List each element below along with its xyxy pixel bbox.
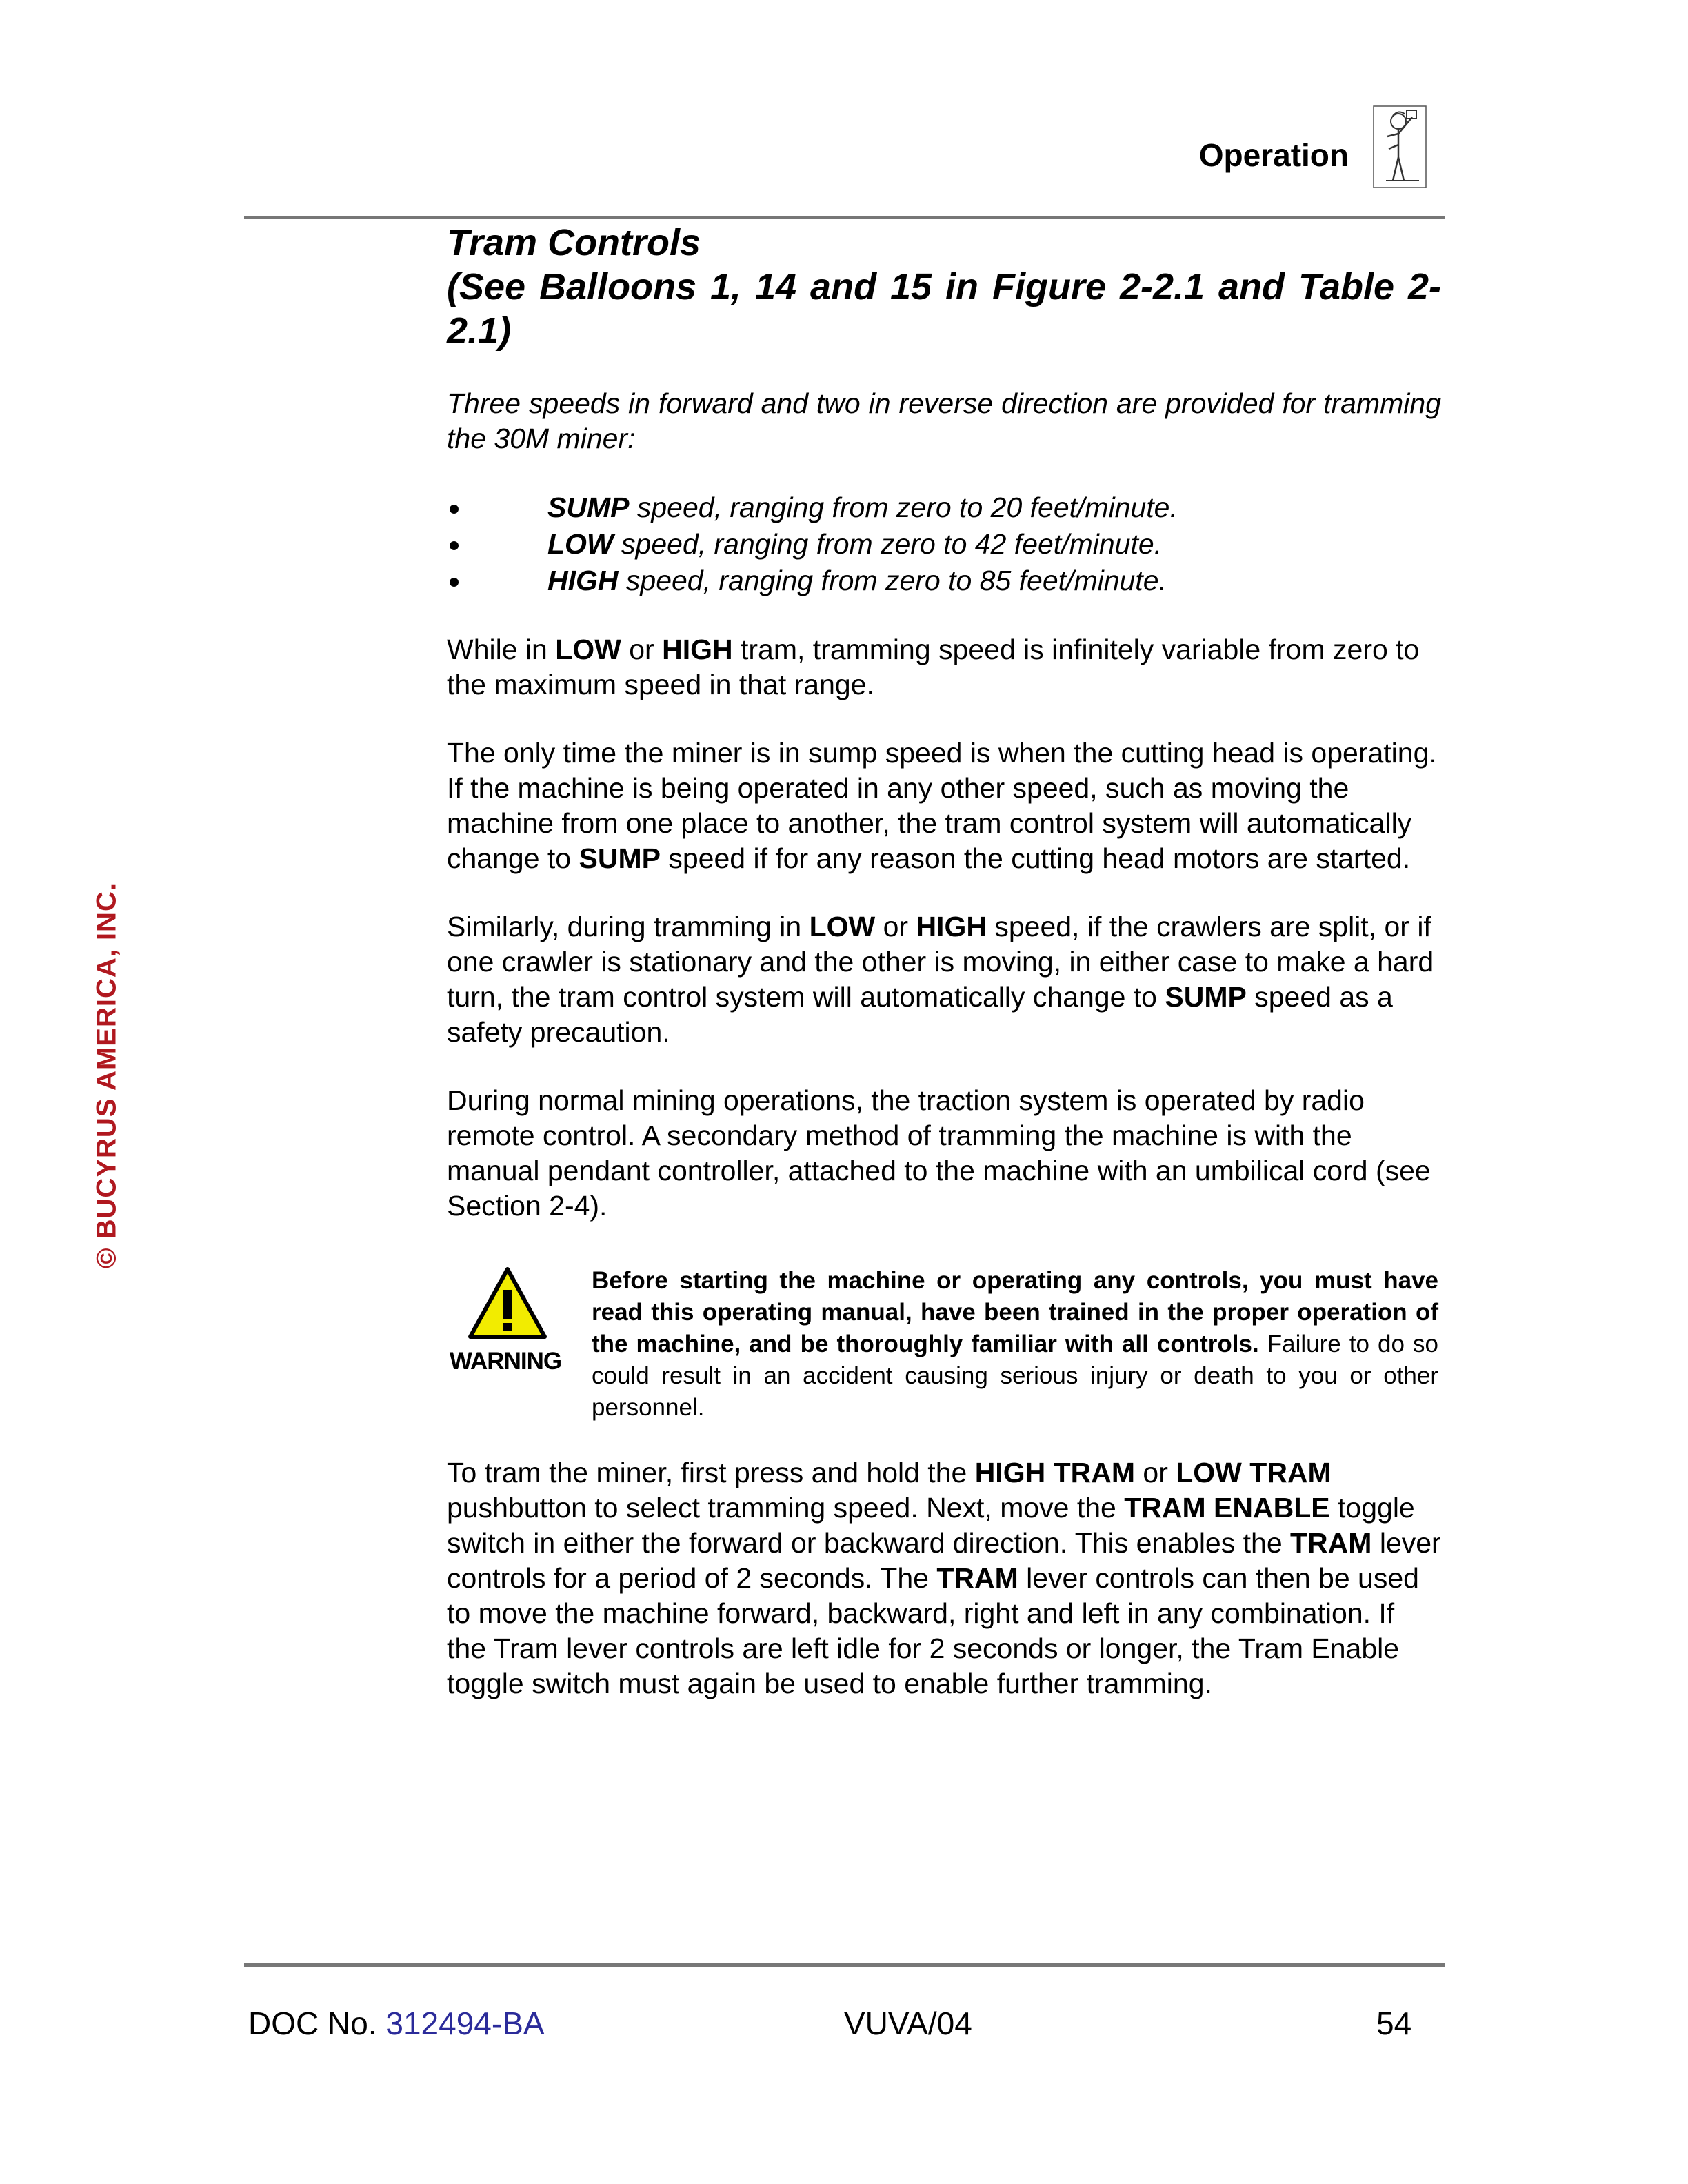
- revision-code: VUVA/04: [844, 2005, 972, 2041]
- doc-number: DOC No. 312494-BA: [248, 2005, 545, 2041]
- speed-name: HIGH: [547, 565, 619, 596]
- bullet-icon: [450, 541, 459, 550]
- paragraph-remote-control: During normal mining operations, the traction system is operated by radio remote control. A secondary method of tramming the machine is with the manual pendant controller, attached to the machine with an umbilical cord (see Section 2-4).: [447, 1084, 1431, 1222]
- paragraph-variable-speed: While in LOW or HIGH tram, tramming speed is infinitely variable from zero to the maximum speed in that range.: [447, 634, 1420, 700]
- warning-label: WARNING: [449, 1348, 562, 1375]
- speed-description: speed, ranging from zero to 42 feet/minute.: [613, 528, 1163, 560]
- list-item: [447, 489, 1441, 526]
- page-number: 54: [1376, 2005, 1412, 2041]
- warning-triangle-icon: [466, 1265, 549, 1341]
- list-item: [447, 563, 1441, 599]
- warning-box: [447, 1265, 1441, 1422]
- list-item: [447, 526, 1441, 563]
- speed-description: speed, ranging from zero to 20 feet/minute.: [629, 492, 1178, 523]
- header-divider: [244, 216, 1445, 219]
- page-title: Tram Controls: [447, 222, 701, 263]
- paragraph-sump-speed: The only time the miner is in sump speed is when the cutting head is operating. If the machine is being operated in any other speed, such as moving the machine from one place to another, the tram control system will automatically change to SUMP speed if for any reason the cutting head motors are started.: [447, 737, 1437, 874]
- bullet-icon: [450, 505, 459, 514]
- page-subtitle: (See Balloons 1, 14 and 15 in Figure 2-2.1 and Table 2-2.1): [447, 266, 1441, 352]
- paragraph-crawler-split: Similarly, during tramming in LOW or HIGH speed, if the crawlers are split, or if one crawler is stationary and the other is moving, in either case to make a hard turn, the tram control system will automatically change to SUMP speed as a safety precaution.: [447, 911, 1434, 1048]
- bullet-icon: [450, 578, 459, 587]
- warning-text: Before starting the machine or operating any controls, you must have read this operating manual, have been trained in the proper operation of the machine, and be thoroughly familiar with all controls. Failure to do so could result in an accident causing serious injury or death to you or other personnel.: [592, 1267, 1438, 1421]
- speed-name: LOW: [547, 528, 614, 560]
- main-content: [447, 221, 1441, 1701]
- paragraph-tram-procedure: To tram the miner, first press and hold the HIGH TRAM or LOW TRAM pushbutton to select tramming speed. Next, move the TRAM ENABLE toggle switch in either the forward or backward direction. This enables the TRAM lever controls for a period of 2 seconds. The TRAM lever controls can then be used to move the machine forward, backward, right and left in any combination. If the Tram lever controls are left idle for 2 seconds or longer, the Tram Enable toggle switch must again be used to enable further tramming.: [447, 1457, 1441, 1699]
- copyright-side-text: © BUCYRUS AMERICA, INC.: [91, 882, 122, 1268]
- footer-divider: [244, 1963, 1445, 1967]
- speed-description: speed, ranging from zero to 85 feet/minute.: [618, 565, 1167, 596]
- intro-paragraph: Three speeds in forward and two in reverse direction are provided for tramming the 30M miner:: [447, 387, 1441, 454]
- speed-name: SUMP: [547, 492, 630, 523]
- speed-list: [447, 489, 1441, 599]
- operator-figure-icon: [1372, 103, 1427, 193]
- section-title: Operation: [1198, 137, 1349, 173]
